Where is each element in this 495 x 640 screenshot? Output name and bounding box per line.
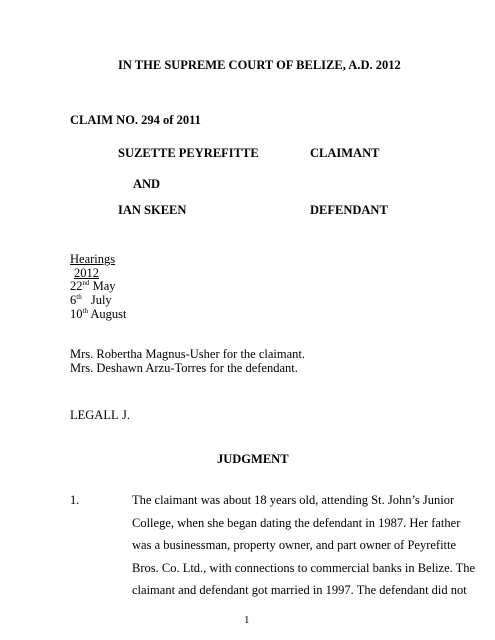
hearing-date-3 <box>70 307 127 321</box>
parties-and: AND <box>133 177 161 191</box>
hearings-label: Hearings <box>70 252 116 266</box>
defendant-name: IAN SKEEN <box>118 203 187 217</box>
judge-title: J. <box>122 408 130 422</box>
judge-name: LEGALL <box>70 408 119 422</box>
page-number: 1 <box>244 614 250 626</box>
paragraph-line: The claimant was about 18 years old, attending St. John’s Junior <box>132 493 455 507</box>
paragraph-line: Bros. Co. Ltd., with connections to commercial banks in Belize. The <box>132 560 476 575</box>
claim-number: CLAIM NO. 294 of 2011 <box>70 113 201 127</box>
counsel-claimant: Mrs. Robertha Magnus-Usher for the claimant. <box>70 347 306 361</box>
hearing-date-day: 10 <box>70 307 83 321</box>
paragraph-line: was a businessman, property owner, and part owner of Peyrefitte <box>132 538 457 552</box>
paragraph-line: College, when she began dating the defendant in 1987. Her father <box>132 515 461 530</box>
counsel-defendant: Mrs. Deshawn Arzu-Torres for the defendant. <box>70 361 298 375</box>
claimant-role: CLAIMANT <box>310 146 380 160</box>
hearing-date-suffix: th <box>76 292 82 301</box>
defendant-role: DEFENDANT <box>310 203 388 217</box>
judgment-heading: JUDGMENT <box>217 452 289 466</box>
hearing-date-month: May <box>92 279 116 293</box>
paragraph-number: 1. <box>70 493 80 507</box>
hearing-date-day: 6 <box>70 293 77 307</box>
judgment-paragraph <box>132 489 476 602</box>
hearing-date-month: July <box>90 293 112 307</box>
hearing-date-month: August <box>90 307 127 321</box>
hearing-date-1 <box>70 279 116 293</box>
court-title: IN THE SUPREME COURT OF BELIZE, A.D. 2012 <box>118 58 401 72</box>
claimant-name: SUZETTE PEYREFITTE <box>118 146 259 160</box>
hearing-date-suffix: th <box>82 306 88 315</box>
hearing-date-suffix: nd <box>82 278 90 287</box>
hearing-date-day: 22 <box>70 279 83 293</box>
paragraph-line: claimant and defendant got married in 1997. The defendant did not <box>132 583 467 597</box>
hearing-date-2 <box>70 293 112 307</box>
hearings-year: 2012 <box>74 266 99 280</box>
